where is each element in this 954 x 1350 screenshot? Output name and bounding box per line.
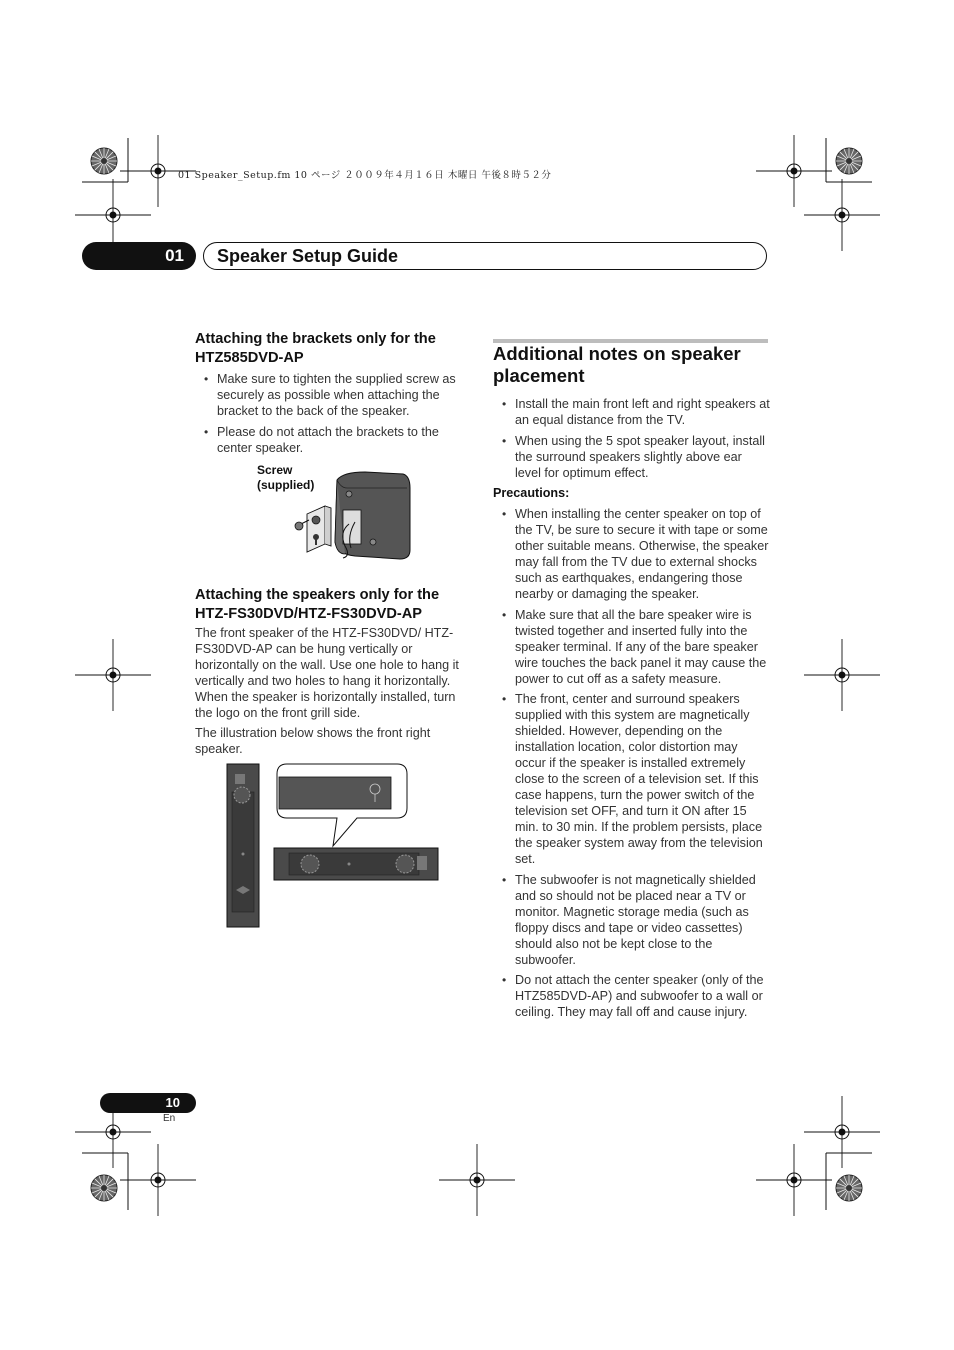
- list-item: • The subwoofer is not magnetically shielded and so should not be placed near a TV or monitor. Magnetic storage media (such as floppy discs and tape or video cassettes) should also not be kept close to the subwoofer.: [493, 872, 771, 968]
- speakers-heading-line1: Attaching the speakers only for the: [195, 587, 440, 603]
- screw-label-line1: Screw: [257, 463, 293, 477]
- screw-label-line2: (supplied): [257, 478, 315, 492]
- list-item: • Install the main front left and right speakers at an equal distance from the TV.: [493, 396, 771, 428]
- speakers-heading: [195, 586, 473, 624]
- page-language: En: [163, 1113, 176, 1124]
- speakers-paragraph-2: The illustration below shows the front right speaker.: [195, 726, 431, 756]
- brackets-bullet-list: [195, 371, 473, 456]
- speakers-paragraph-1: The front speaker of the HTZ-FS30DVD/ HTZ-FS30DVD-AP can be hung vertically or horizontally on the wall. Use one hole to hang it vertically and two holes to hang it horizontally. When the speaker is horizontally installed, turn the logo on the front grill side.: [195, 626, 459, 720]
- brackets-heading-line2: HTZ585DVD-AP: [195, 350, 304, 366]
- page-number: 10: [100, 1093, 196, 1113]
- placement-heading: [493, 343, 771, 387]
- list-item: • The front, center and surround speakers supplied with this system are magnetically shielded. However, depending on the installation location, color distortion may occur if the speaker is installed extremely close to the screen of a television set. If this case happens, turn the power switch of the television set OFF, and turn it ON after 15 min. to 30 min. If the problem persists, place the speaker system away from the television set.: [493, 691, 771, 867]
- chapter-number: 01: [82, 242, 196, 270]
- bracket-illustration: [285, 466, 415, 566]
- speakers-section: [195, 586, 473, 757]
- chapter-title: Speaker Setup Guide: [217, 246, 399, 266]
- brackets-heading-line1: Attaching the brackets only for the: [195, 331, 436, 347]
- list-item: • Make sure to tighten the supplied screw as securely as possible when attaching the bracket to the back of the speaker.: [195, 371, 473, 419]
- precautions-list: [493, 506, 771, 1020]
- placement-notes-section: [493, 343, 771, 1025]
- precautions-label: Precautions:: [493, 486, 570, 500]
- list-item: • Do not attach the center speaker (only of the HTZ585DVD-AP) and subwoofer to a wall or ceiling. They may fall off and cause injury.: [493, 972, 771, 1020]
- placement-bullet-list: [493, 396, 771, 481]
- brackets-section: [195, 330, 473, 460]
- file-header: 01 Speaker_Setup.fm 10 ページ ２００９年４月１６日 木曜日 午後８時５２分: [178, 170, 552, 181]
- speakers-heading-line2: HTZ-FS30DVD/HTZ-FS30DVD-AP: [195, 606, 423, 622]
- placement-heading-line1: Additional notes on speaker: [493, 343, 741, 364]
- list-item: • When installing the center speaker on top of the TV, be sure to secure it with tape or some other suitable means. Otherwise, the speaker may fall from the TV due to external shocks such as earthquakes, endangering those nearby or damaging the speaker.: [493, 506, 771, 602]
- front-speaker-illustration: [225, 762, 441, 930]
- brackets-heading: [195, 330, 473, 368]
- placement-heading-line2: placement: [493, 365, 585, 386]
- list-item: • Make sure that all the bare speaker wire is twisted together and inserted fully into the speaker terminal. If any of the bare speaker wire touches the back panel it may cause the power to cut off as a safety measure.: [493, 607, 771, 687]
- list-item: • When using the 5 spot speaker layout, install the surround speakers slightly above ear level for optimum effect.: [493, 433, 771, 481]
- list-item: • Please do not attach the brackets to the center speaker.: [195, 424, 473, 456]
